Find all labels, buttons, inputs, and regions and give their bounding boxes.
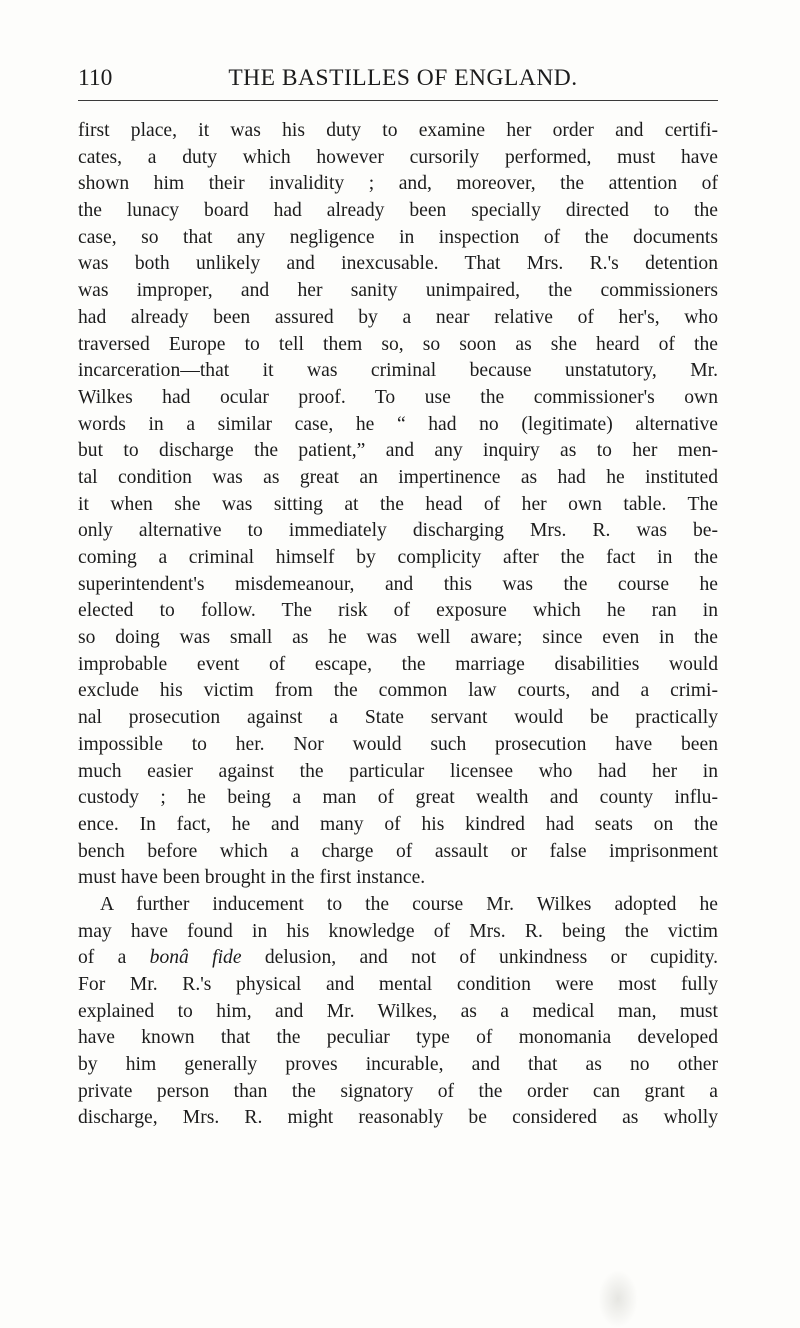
text-line: incarceration—that it was criminal because unstatutory, Mr. — [78, 360, 718, 382]
text-line: words in a similar case, he “ had no (legitimate) alternative — [78, 413, 718, 435]
text-line: by him generally proves incurable, and that as no other — [78, 1054, 718, 1076]
text-line: Wilkes had ocular proof. To use the commissioner's own — [78, 386, 718, 408]
text-line: traversed Europe to tell them so, so soon as she heard of the — [78, 333, 718, 355]
text-line: private person than the signatory of the order can grant a — [78, 1080, 718, 1102]
text-line: For Mr. R.'s physical and mental condition were most fully — [78, 974, 718, 995]
page-number: 110 — [78, 65, 113, 91]
text-line: case, so that any negligence in inspection of the documents — [78, 226, 718, 248]
italic-phrase: bonâ fide — [149, 947, 242, 969]
text-line: improbable event of escape, the marriage disabilities would — [78, 653, 718, 675]
text-line: custody ; he being a man of great wealth and county influ- — [78, 787, 718, 809]
text-line: the lunacy board had already been specially directed to the — [78, 200, 718, 222]
text-line: so doing was small as he was well aware; since even in the — [78, 627, 718, 649]
text-line: nal prosecution against a State servant would be practically — [78, 707, 718, 729]
text-line: it when she was sitting at the head of her own table. The — [78, 493, 718, 515]
text-line: much easier against the particular licensee who had her in — [78, 760, 718, 782]
text-line-italic — [78, 945, 718, 972]
text-line: cates, a duty which however cursorily performed, must have — [78, 146, 718, 168]
text-line: first place, it was his duty to examine her order and certifi- — [78, 120, 718, 141]
text-line: A further inducement to the course Mr. Wilkes adopted he — [100, 893, 718, 915]
italic-prefix: of a — [78, 947, 127, 969]
italic-suffix: delusion, and not of unkindness or cupidity. — [264, 947, 719, 969]
text-line: discharge, Mrs. R. might reasonably be considered as wholly — [78, 1107, 718, 1129]
text-line: impossible to her. Nor would such prosecution have been — [78, 733, 718, 755]
text-line: explained to him, and Mr. Wilkes, as a medical man, must — [78, 1000, 718, 1022]
text-line: superintendent's misdemeanour, and this was the course he — [78, 573, 718, 595]
text-line: bench before which a charge of assault or false imprisonment — [78, 840, 718, 862]
text-line: ence. In fact, he and many of his kindred had seats on the — [78, 813, 718, 835]
text-line: had already been assured by a near relative of her's, who — [78, 306, 718, 328]
page-header — [78, 58, 728, 98]
text-line: tal condition was as great an impertinence as had he instituted — [78, 466, 718, 488]
text-line: exclude his victim from the common law courts, and a crimi- — [78, 680, 718, 702]
text-line: but to discharge the patient,” and any inquiry as to her men- — [78, 440, 718, 462]
text-line: was both unlikely and inexcusable. That Mrs. R.'s detention — [78, 253, 718, 275]
text-line: coming a criminal himself by complicity after the fact in the — [78, 547, 718, 568]
book-page — [78, 58, 728, 1129]
body-text — [78, 118, 718, 1132]
text-line: must have been brought in the first instance. — [78, 867, 426, 889]
text-line: elected to follow. The risk of exposure which he ran in — [78, 600, 718, 622]
paper-stain — [598, 1270, 638, 1328]
header-rule — [78, 100, 718, 101]
text-line: shown him their invalidity ; and, moreover, the attention of — [78, 173, 718, 195]
running-head: THE BASTILLES OF ENGLAND. — [228, 65, 578, 91]
text-line: may have found in his knowledge of Mrs. R. being the victim — [78, 920, 718, 942]
text-line: was improper, and her sanity unimpaired, the commissioners — [78, 280, 718, 302]
text-line: only alternative to immediately discharging Mrs. R. was be- — [78, 520, 718, 542]
text-line: have known that the peculiar type of monomania developed — [78, 1027, 718, 1049]
